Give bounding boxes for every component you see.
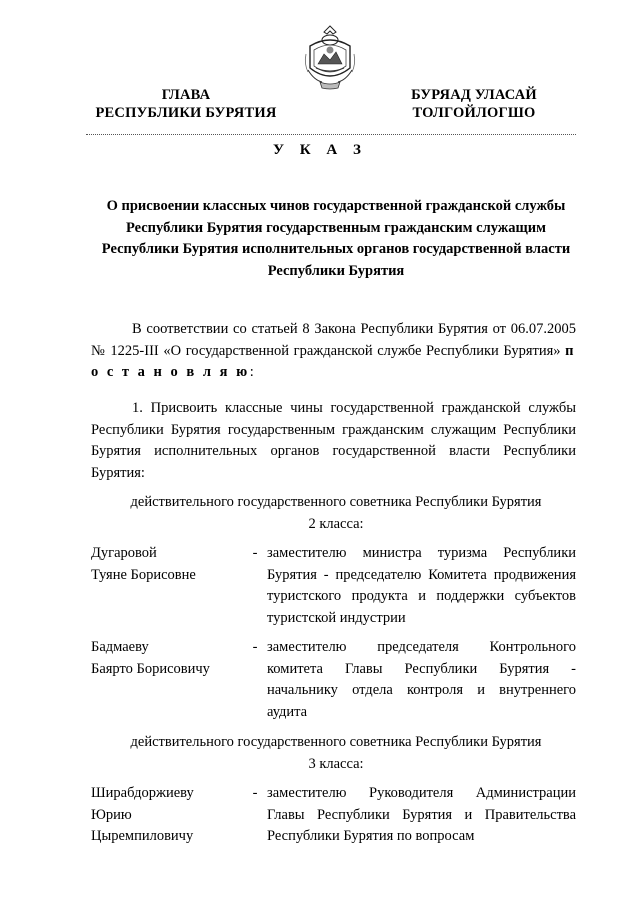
preamble-paragraph bbox=[91, 319, 576, 384]
coat-of-arms-emblem bbox=[300, 24, 360, 96]
appointee-name bbox=[91, 637, 251, 680]
appointee-position: заместителю министра туризма Республики Бурятия - председателю Комитета продвижения туристского продукта и поддержки субъектов туристской индустрии bbox=[267, 545, 576, 626]
appointee-name-line: Цыремпиловичу bbox=[91, 828, 194, 844]
appointee-name-line: Баярто Борисовичу bbox=[91, 660, 210, 677]
document-title: О присвоении классных чинов государственной гражданской службы Республики Бурятия государственным гражданским служащим Республики Бурятия исполнительных органов государственной власти Республики Бурятия bbox=[101, 198, 571, 279]
issuer-header-line: ГЛАВА bbox=[161, 87, 211, 103]
appointee-name-line: Юрию bbox=[91, 806, 132, 823]
rank-heading-line: 3 класса: bbox=[308, 755, 364, 772]
preamble-text: В соответствии со статьей 8 Закона Республики Бурятия от 06.07.2005 № 1225-III «О государственной гражданской службе Республики Бурятия» bbox=[91, 321, 576, 359]
appointee-name-line: Дугаровой bbox=[91, 545, 157, 561]
issuer-header-line: БУРЯАД УЛАСАЙ bbox=[411, 87, 537, 103]
header-divider bbox=[86, 134, 576, 135]
issuer-header-line: ТОЛГОЙЛОГШО bbox=[412, 105, 536, 121]
rank-heading-3rd-class bbox=[86, 732, 586, 775]
issuer-header-line: РЕСПУБЛИКИ БУРЯТИЯ bbox=[95, 105, 277, 121]
preamble-tail: : bbox=[249, 364, 254, 380]
appointee-name-line: Туяне Борисовне bbox=[91, 566, 196, 583]
appointee-name bbox=[91, 783, 251, 848]
appointee-name-line: Бадмаеву bbox=[91, 639, 149, 655]
rank-heading-2nd-class bbox=[86, 492, 586, 535]
rank-heading-line: действительного государственного советника Республики Бурятия bbox=[130, 494, 542, 510]
rank-heading-line: действительного государственного советника Республики Бурятия bbox=[130, 734, 542, 750]
entry-dash: - bbox=[252, 639, 258, 655]
appointee-position: заместителю Руководителя Администрации Главы Республики Бурятия и Правительства Республики Бурятия по вопросам bbox=[267, 785, 576, 844]
decree-word: п о с т а н о в л я ю bbox=[91, 342, 576, 380]
entry-dash: - bbox=[252, 785, 258, 801]
issuer-header-buryat bbox=[374, 86, 574, 122]
entry-dash: - bbox=[252, 545, 258, 561]
appointee-name bbox=[91, 543, 251, 586]
document-type: У К А З bbox=[273, 142, 367, 158]
appointee-position: заместителю председателя Контрольного комитета Главы Республики Бурятия - начальнику отдела контроля и внутреннего аудита bbox=[267, 639, 576, 720]
rank-heading-line: 2 класса: bbox=[308, 515, 364, 532]
issuer-header-russian bbox=[86, 86, 286, 122]
clause-1-paragraph: 1. Присвоить классные чины государственной гражданской службы Республики Бурятия государственным гражданским служащим Республики Бурятия исполнительных органов государственной власти Республики Бурятия: bbox=[91, 400, 576, 481]
appointee-name-line: Ширабдоржиеву bbox=[91, 785, 194, 801]
